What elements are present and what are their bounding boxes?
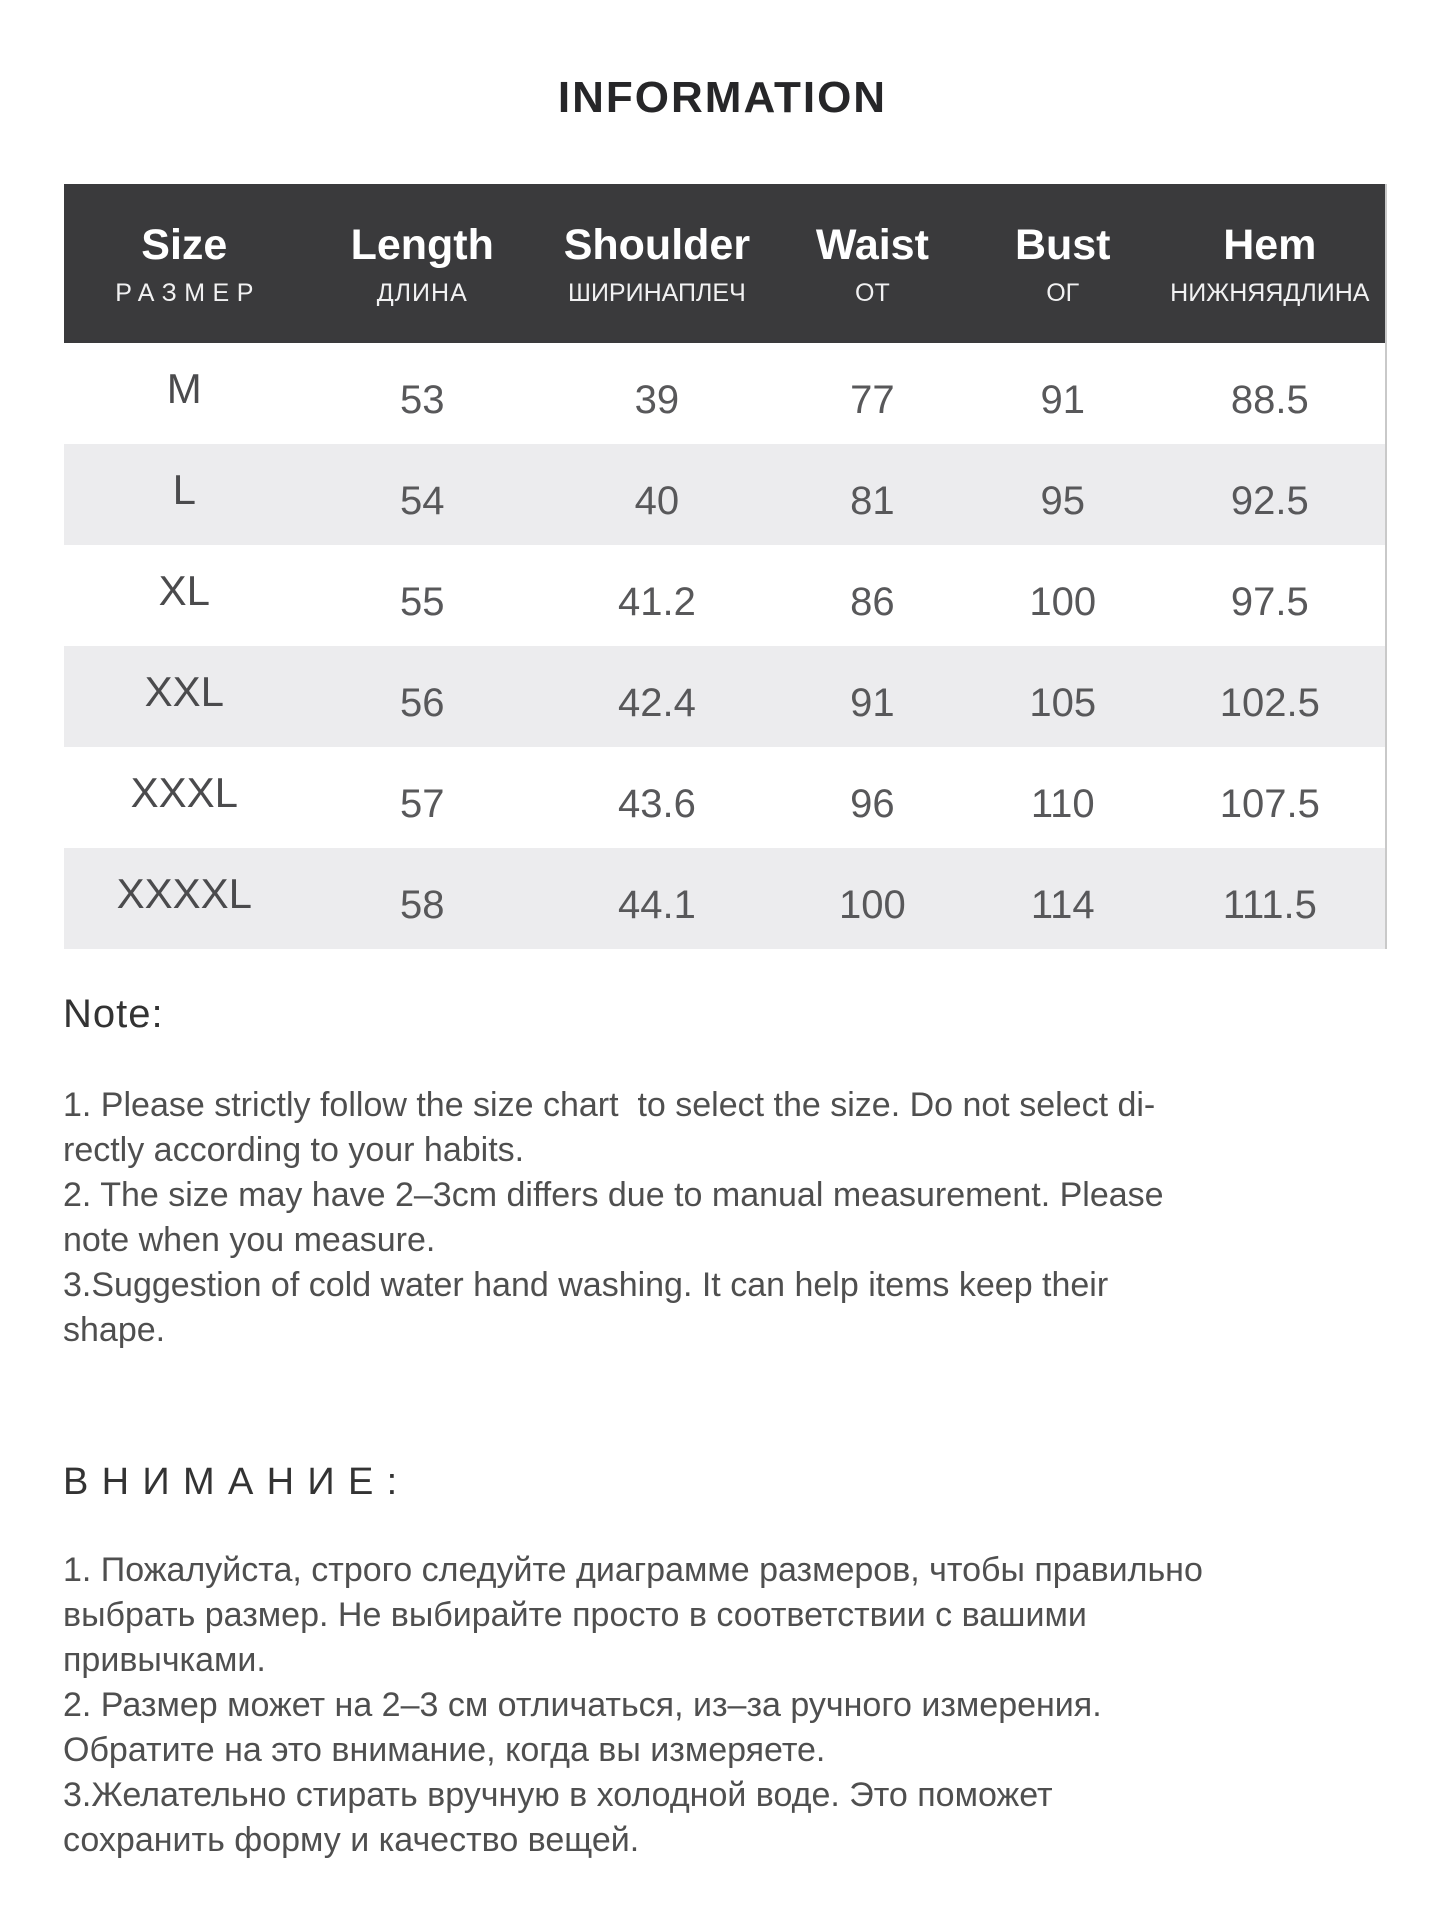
attention-heading: ВНИМАНИЕ: <box>63 1461 411 1503</box>
cell-length: 55 <box>400 580 445 624</box>
cell-waist: 86 <box>850 580 895 624</box>
cell-shoulder: 43.6 <box>617 782 696 826</box>
table-row-m <box>64 343 1386 444</box>
cell-waist: 77 <box>850 378 895 422</box>
cell-hem: 97.5 <box>1230 580 1309 624</box>
note-line: Обратите на это внимание, когда вы измеряете. <box>63 1731 826 1769</box>
cell-hem: 102.5 <box>1219 681 1320 725</box>
attention-body <box>63 1548 1395 1863</box>
size-chart-table <box>64 184 1387 949</box>
cell-bust: 114 <box>1030 883 1095 927</box>
cell-shoulder: 40 <box>634 479 680 523</box>
table-row-xxxl <box>64 747 1386 848</box>
note-body <box>63 1083 1395 1353</box>
note-line: note when you measure. <box>63 1221 436 1259</box>
note-line: сохранить форму и качество вещей. <box>63 1821 640 1859</box>
column-header-waist <box>774 184 971 343</box>
cell-size: XXXL <box>130 768 238 816</box>
size-chart-header <box>64 184 1386 343</box>
column-header-shoulder <box>540 184 774 343</box>
note-heading: Note: <box>63 992 164 1036</box>
column-label-en: Bust <box>1014 220 1111 269</box>
note-line: 2. The size may have 2–3cm differs due to manual measurement. Please <box>63 1176 1164 1214</box>
column-header-hem <box>1155 184 1386 343</box>
note-line: выбрать размер. Не выбирайте просто в соответствии с вашими <box>63 1596 1087 1634</box>
column-label-ru: НИЖНЯЯДЛИНА <box>1170 278 1370 307</box>
cell-bust: 105 <box>1029 681 1097 725</box>
note-line: 3.Желательно стирать вручную в холодной воде. Это поможет <box>63 1776 1053 1814</box>
column-label-en: Shoulder <box>563 220 751 269</box>
column-header-length <box>305 184 540 343</box>
cell-size: XXL <box>144 667 224 715</box>
note-section-russian <box>63 1458 1395 1863</box>
column-label-en: Size <box>141 220 228 269</box>
cell-length: 57 <box>400 782 445 826</box>
cell-hem: 88.5 <box>1230 378 1309 422</box>
cell-length: 54 <box>400 479 445 523</box>
table-row-l <box>64 444 1386 545</box>
cell-shoulder: 42.4 <box>617 681 696 725</box>
cell-size: XL <box>158 566 210 614</box>
note-line: shape. <box>63 1311 166 1349</box>
cell-length: 58 <box>400 883 445 927</box>
note-line: привычками. <box>63 1641 266 1679</box>
column-label-ru: ДЛИНА <box>376 278 468 307</box>
table-row-xxxxl <box>64 848 1386 949</box>
cell-waist: 81 <box>850 479 895 523</box>
cell-waist: 91 <box>850 681 895 725</box>
header-row <box>64 184 1386 343</box>
column-label-ru: РАЗМЕР <box>115 278 261 307</box>
cell-size: L <box>172 465 196 513</box>
cell-size: XXXXL <box>116 869 252 917</box>
column-label-en: Hem <box>1223 220 1317 269</box>
note-line: 1. Пожалуйста, строго следуйте диаграмме размеров, чтобы правильно <box>63 1551 1203 1589</box>
note-line: rectly according to your habits. <box>63 1131 525 1169</box>
column-label-ru: ОГ <box>1046 278 1080 307</box>
column-header-bust <box>971 184 1155 343</box>
cell-hem: 107.5 <box>1219 782 1320 826</box>
note-section-english <box>63 993 1395 1353</box>
column-label-en: Length <box>350 220 494 269</box>
cell-bust: 91 <box>1040 378 1085 422</box>
note-line: 2. Размер может на 2–3 см отличаться, из–за ручного измерения. <box>63 1686 1102 1724</box>
cell-shoulder: 39 <box>634 378 680 422</box>
cell-length: 56 <box>400 681 445 725</box>
note-line: 3.Suggestion of cold water hand washing. It can help items keep their <box>63 1266 1109 1304</box>
note-line: 1. Please strictly follow the size chart to select the size. Do not select di- <box>63 1086 1156 1124</box>
cell-bust: 95 <box>1040 479 1085 523</box>
cell-size: M <box>166 364 202 412</box>
column-header-size <box>64 184 305 343</box>
cell-shoulder: 44.1 <box>617 883 696 927</box>
column-label-ru: ОТ <box>855 278 890 307</box>
page-title: INFORMATION <box>557 73 888 122</box>
cell-hem: 92.5 <box>1230 479 1309 523</box>
column-label-ru: ШИРИНАПЛЕЧ <box>568 278 746 307</box>
cell-hem: 111.5 <box>1222 883 1317 927</box>
cell-length: 53 <box>400 378 445 422</box>
cell-shoulder: 41.2 <box>617 580 696 624</box>
cell-waist: 96 <box>850 782 895 826</box>
column-label-en: Waist <box>815 220 929 269</box>
table-row-xl <box>64 545 1386 646</box>
table-row-xxl <box>64 646 1386 747</box>
cell-waist: 100 <box>839 883 906 927</box>
cell-bust: 100 <box>1029 580 1097 624</box>
cell-bust: 110 <box>1030 782 1095 826</box>
